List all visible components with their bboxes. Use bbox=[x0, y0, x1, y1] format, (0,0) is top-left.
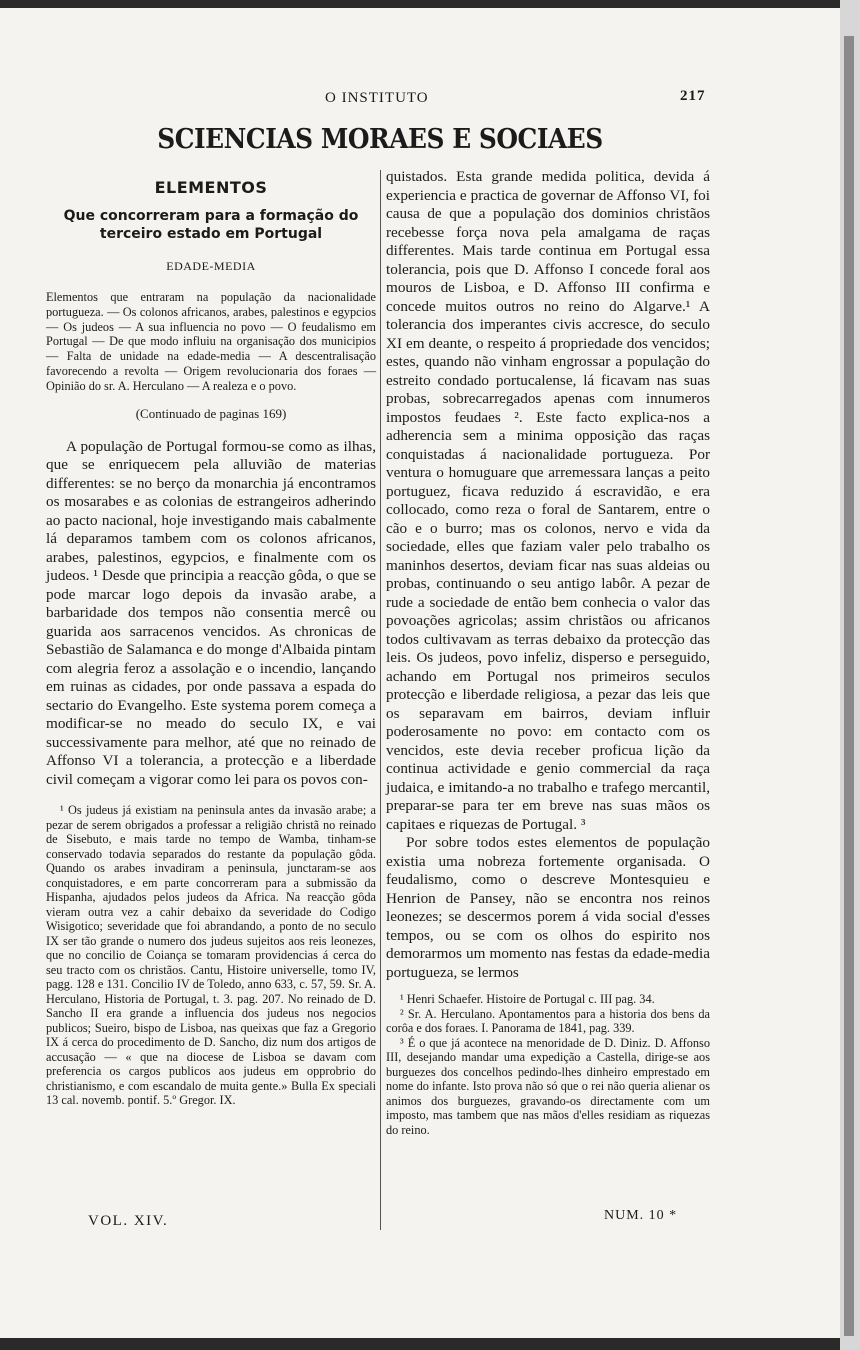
volume-label: VOL. XIV. bbox=[88, 1213, 169, 1229]
footnote: ² Sr. A. Herculano. Apontamentos para a historia dos bens da corôa e dos foraes. I. Panorama de 1841, pag. 339. bbox=[386, 1006, 710, 1035]
book-page bbox=[0, 8, 840, 1338]
binding-shadow bbox=[844, 36, 854, 1336]
left-column bbox=[46, 174, 376, 1108]
page-number: 217 bbox=[680, 88, 706, 104]
article-title: ELEMENTOS bbox=[154, 178, 268, 197]
body-paragraph: Por sobre todos estes elementos de população existia uma nobreza fortemente organisada. O feudalismo, como o descreve Montesquieu e Henrion de Pansey, não se encontra nos reinos leonezes; se descermos porem á vida social d'esses tempos, ou se com os olhos do espirito nos demorarmos um momento nas festas da edade-media portugueza, se lermos bbox=[386, 834, 710, 981]
body-paragraph: quistados. Esta grande medida politica, devida á experiencia e practica de governar de Affonso VI, foi causa de que a população dos dominios christãos recebesse força nova pela amalgama de raças differentes. Mais tarde continua em Portugal essa tolerancia, pois que D. Affonso I concede foral aos mouros de Lisboa, e D. Affonso III confirma e concede muitos outros no reino do Algarve.¹ A tolerancia dos imperantes civis accresce, do seculo XI em deante, o respeito á propriedade dos vencidos; estes, quando não vinham engrossar a população do estreito condado portucalense, lá ficavam nas suas probas, sobrecarregados apenas com innumeros impostos feudaes ². Este facto explica-nos a adherencia sem a minima opposição das raças conquistadas á nacionalidade portugueza. Por ventura o homuguare que arremessara lanças a peito portuguez, ficava reduzido á escravidão, e era collocado, como reza o foral de Santarem, entre o cão e o burro; mas os colonos, nervo e vida da sociedade, elles que faziam valer pelo trabalho os maninhos desertos, deviam ficar nas suas aldeias ou probas, continuando o seu antigo labôr. A pezar de rude a sociedade de então bem conhecia o valor das povoações agricolas; assim christãos ou africanos todos cultivavam as terras debaixo da protecção das leis. Os judeos, povo infeliz, disperso e perseguido, achando em Portugal nos primeiros seculos protecção e liberdade religiosa, a pezar das leis que os separavam em bairros, deviam influir poderosamente no povo: em contacto com os vencidos, este devia receber proficua lição da continua actividade e genio commercial da raça judaica, e imitando-a no trabalho e trafego mercantil, preparar-se para ter em breve nas suas mãos os capitaes e riquezas de Portugal. ³ bbox=[386, 168, 710, 833]
footnotes bbox=[46, 803, 376, 1108]
footnotes bbox=[386, 992, 710, 1137]
right-column bbox=[386, 168, 710, 1137]
footnote: ¹ Os judeus já existiam na peninsula antes da invasão arabe; a pezar de serem obrigados a professar a religião christã no reinado de Sisebuto, e mais tarde no tempo de Wamba, tinham-se conservado todavia separados do restante da população gôda. Quando os arabes invadiram a peninsula, junctaram-se aos conquistadores, e em parte concorreram para a submissão da Hispanha, ajudados pelos judeos da Africa. Na reacção gôda vieram outra vez a cahir debaixo da severidade do Codigo Wisigotico; severidade que foi abrandando, a ponto de no seculo IX ser tão grande o numero dos judeus sujeitos aos reis leonezes, que no concilio de Coiança se tomaram providencias á cerca do seu tracto com os christãos. Cantu, Histoire universelle, tomo IV, pagg. 128 e 131. Concilio IV de Toledo, anno 633, c. 57, 59. Sr. A. Herculano, Historia de Portugal, t. 3. pag. 207. No reinado de D. Sancho II era grande a influencia dos judeus nos negocios publicos; Sueiro, bispo de Lisboa, nas queixas que faz a Gregorio IX á cerca do procedimento de D. Sancho, diz num dos artigos de accusação — « que na diocese de Lisboa se davam com preferencia os cargos publicos aos judeus em opprobrio do christianismo, e com escandalo de muita gente.» Bulla Ex speciali 13 cal. novemb. pontif. 5.º Gregor. IX. bbox=[46, 803, 376, 1108]
footnote: ³ É o que já acontece na menoridade de D. Diniz. D. Affonso III, desejando mandar uma expedição a Castella, dirige-se aos burguezes dos concelhos pedindo-lhes dinheiro emprestado em nome do infante. Isto prova não só que o rei não queria alienar os animos dos burguezes, gravando-os directamente com um imposto, mas tambem que nas mãos d'elles residiam as riquezas do reino. bbox=[386, 1035, 710, 1137]
article-summary: Elementos que entraram na população da nacionalidade portugueza. — Os colonos africanos, arabes, palestinos e egypcios — Os judeos — A sua influencia no povo — O feudalismo em Portugal — De que modo influiu na organisação dos municipios — Falta de unidade na edade-media — A descentralisação favorecendo a revolta — Origem revolucionaria dos foraes — Opinião do sr. A. Herculano — A realeza e o povo. bbox=[46, 290, 376, 393]
continued-note: (Continuado de paginas 169) bbox=[135, 405, 287, 421]
running-title: O INSTITUTO bbox=[325, 90, 429, 106]
body-paragraph: A população de Portugal formou-se como as ilhas, que se enriquecem pela alluvião de materias differentes: se no berço da monarchia já encontramos os mosarabes e as colonias de estrangeiros adherindo ao pacto nacional, hoje investigando mais cabalmente lá deparamos tambem com os colonos africanos, arabes, palestinos, egypcios, e finalmente com os judeos. ¹ Desde que principia a reacção gôda, o que se pode marcar logo depois da invasão arabe, a barbaridade dos tempos não consentia mercê ou guarida aos sarracenos vencidos. As chronicas de Sebastião de Salamanca e do monge d'Albaida pintam com alegria feroz a assolação e o incendio, lançando em ruinas as cidades, por onde passava a espada do sectario do Evangelho. Este systema porem começa a modificar-se no meado do seculo IX, e vai successivamente para melhor, até que no reinado de Affonso VI a tolerancia, a protecção e a liberdade civil começam a vigorar como lei para os povos con- bbox=[46, 437, 376, 788]
issue-number: NUM. 10 * bbox=[604, 1208, 678, 1223]
article-subtitle: Que concorreram para a formação do terceiro estado em Portugal bbox=[63, 208, 359, 242]
column-divider bbox=[380, 170, 381, 1230]
footnote: ¹ Henri Schaefer. Histoire de Portugal c. III pag. 34. bbox=[400, 992, 655, 1006]
section-title: SCIENCIAS MORAES E SOCIAES bbox=[157, 124, 603, 155]
period-label: EDADE-MEDIA bbox=[166, 259, 256, 273]
